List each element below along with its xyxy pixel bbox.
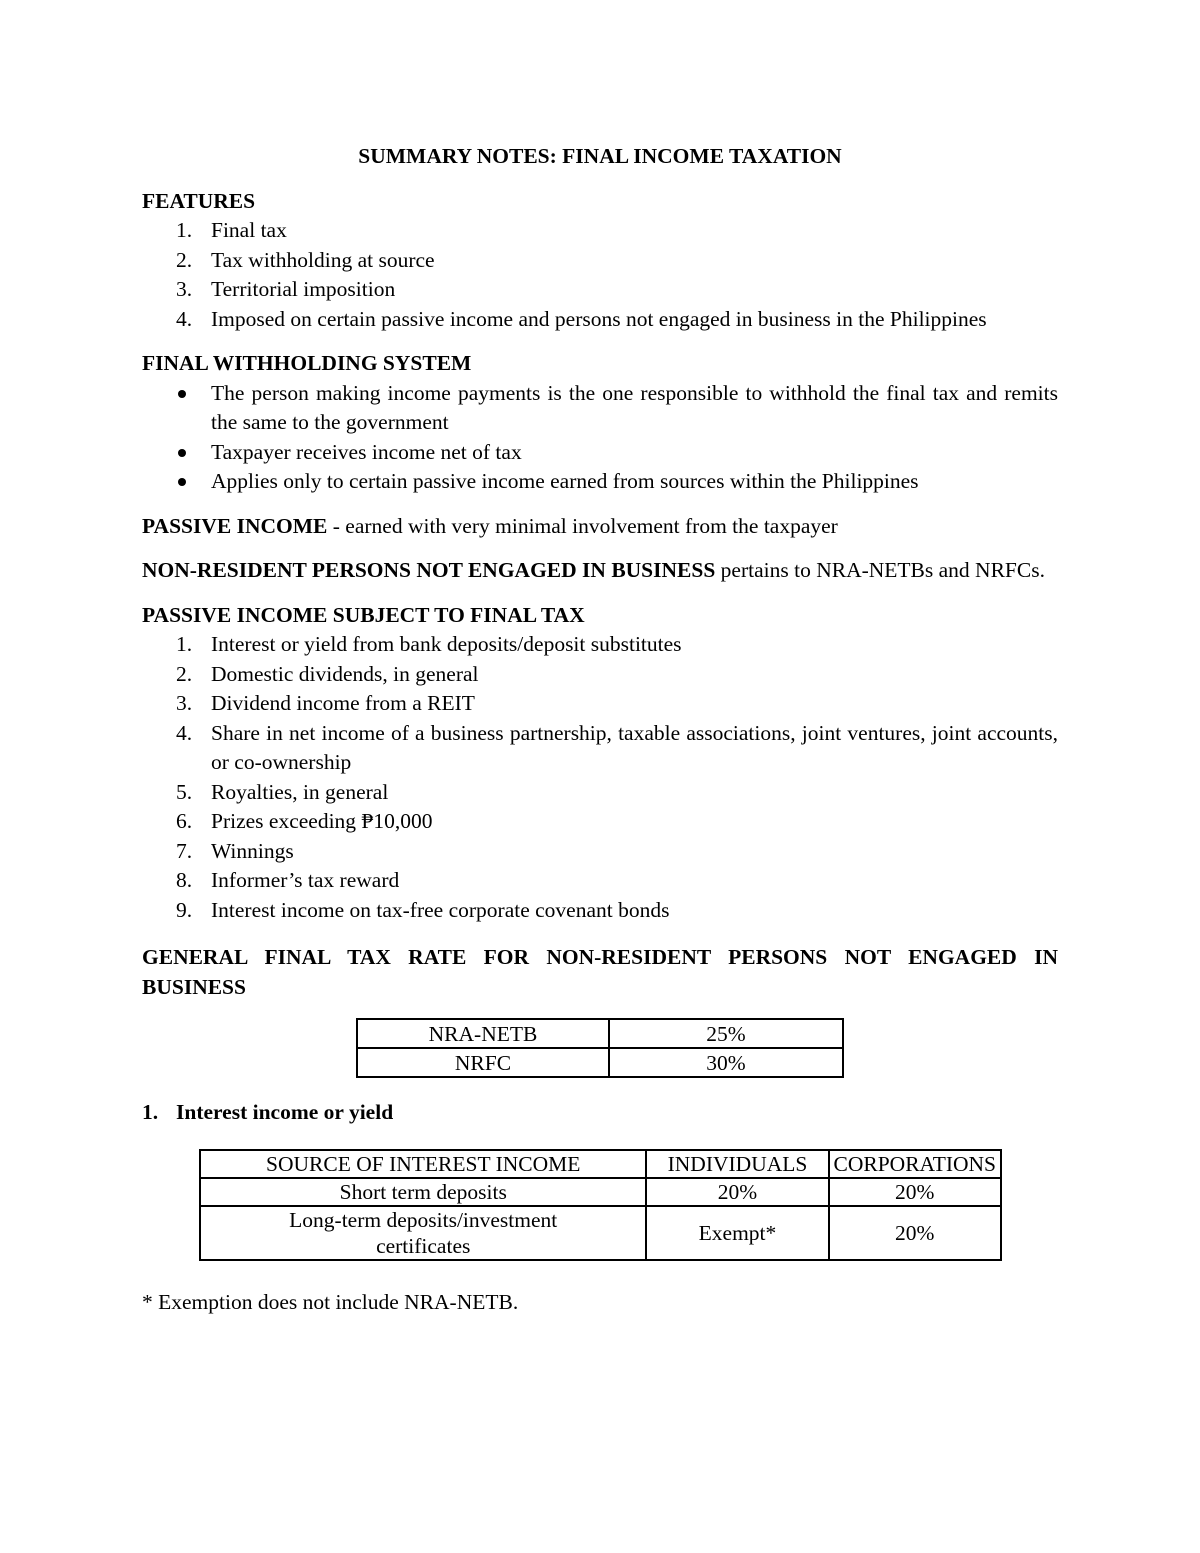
passive-income-definition: PASSIVE INCOME - earned with very minimal involvement from the taxpayer: [142, 513, 838, 538]
table-header-row: [200, 1150, 1001, 1178]
table-cell: 20%: [646, 1178, 828, 1206]
list-item: 4. Share in net income of a business partnership, taxable associations, joint ventures, joint accounts, or co-ownership: [176, 720, 1058, 774]
features-heading: FEATURES: [142, 188, 256, 213]
interest-section-heading: 1. Interest income or yield: [142, 1100, 394, 1124]
list-item: 4. Imposed on certain passive income and persons not engaged in business in the Philippines: [176, 306, 987, 331]
features-list: [142, 216, 1058, 334]
column-header: CORPORATIONS: [829, 1150, 1001, 1178]
table-cell: Short term deposits: [200, 1178, 646, 1206]
table-cell: NRFC: [357, 1048, 609, 1077]
table-cell: 20%: [829, 1206, 1001, 1260]
list-item: 1. Interest or yield from bank deposits/deposit substitutes: [176, 632, 682, 656]
table-row: [200, 1178, 1001, 1206]
list-item: 8. Informer’s tax reward: [176, 868, 400, 892]
list-item: 6. Prizes exceeding ₱10,000: [176, 809, 433, 833]
interest-income-table: [199, 1149, 1002, 1261]
list-item: 2. Domestic dividends, in general: [176, 661, 479, 686]
withholding-heading: FINAL WITHHOLDING SYSTEM: [142, 351, 472, 375]
column-header: INDIVIDUALS: [646, 1150, 828, 1178]
table-cell: Exempt*: [646, 1206, 828, 1260]
table-cell: 30%: [609, 1048, 843, 1077]
table-row: [357, 1019, 843, 1048]
non-resident-definition: NON-RESIDENT PERSONS NOT ENGAGED IN BUSINESS pertains to NRA-NETBs and NRFCs.: [142, 558, 1045, 582]
withholding-list: [142, 379, 1058, 497]
general-rate-table: [356, 1018, 844, 1078]
exemption-note: * Exemption does not include NRA-NETB.: [142, 1290, 519, 1314]
table-row: [200, 1206, 1001, 1260]
list-item: 9. Interest income on tax-free corporate covenant bonds: [176, 897, 670, 922]
document-body: [142, 142, 1058, 1318]
bullet-icon: [178, 390, 186, 398]
document-title: SUMMARY NOTES: FINAL INCOME TAXATION: [358, 144, 842, 168]
list-item: 5. Royalties, in general: [176, 779, 389, 804]
list-item: 1. Final tax: [176, 218, 287, 242]
list-item: 3. Territorial imposition: [176, 277, 396, 301]
table-cell: 25%: [609, 1019, 843, 1048]
passive-subject-heading: PASSIVE INCOME SUBJECT TO FINAL TAX: [142, 602, 585, 627]
table-cell: 20%: [829, 1178, 1001, 1206]
list-item: The person making income payments is the one responsible to withhold the final tax and remits the same to the government: [142, 379, 1058, 438]
bullet-icon: [178, 449, 186, 457]
passive-subject-list: [142, 630, 1058, 925]
list-item: 3. Dividend income from a REIT: [176, 691, 475, 715]
bullet-icon: [178, 478, 186, 486]
list-item: Applies only to certain passive income earned from sources within the Philippines: [142, 467, 1058, 497]
table-cell: NRA-NETB: [357, 1019, 609, 1048]
column-header: SOURCE OF INTEREST INCOME: [200, 1150, 646, 1178]
general-rate-heading: GENERAL FINAL TAX RATE FOR NON-RESIDENT PERSONS NOT ENGAGED IN BUSINESS: [142, 945, 1058, 999]
list-item: Taxpayer receives income net of tax: [142, 438, 1058, 468]
list-item: 7. Winnings: [176, 838, 294, 863]
table-cell: Long-term deposits/investment certificates: [200, 1206, 646, 1260]
list-item: 2. Tax withholding at source: [176, 247, 435, 272]
table-row: [357, 1048, 843, 1077]
